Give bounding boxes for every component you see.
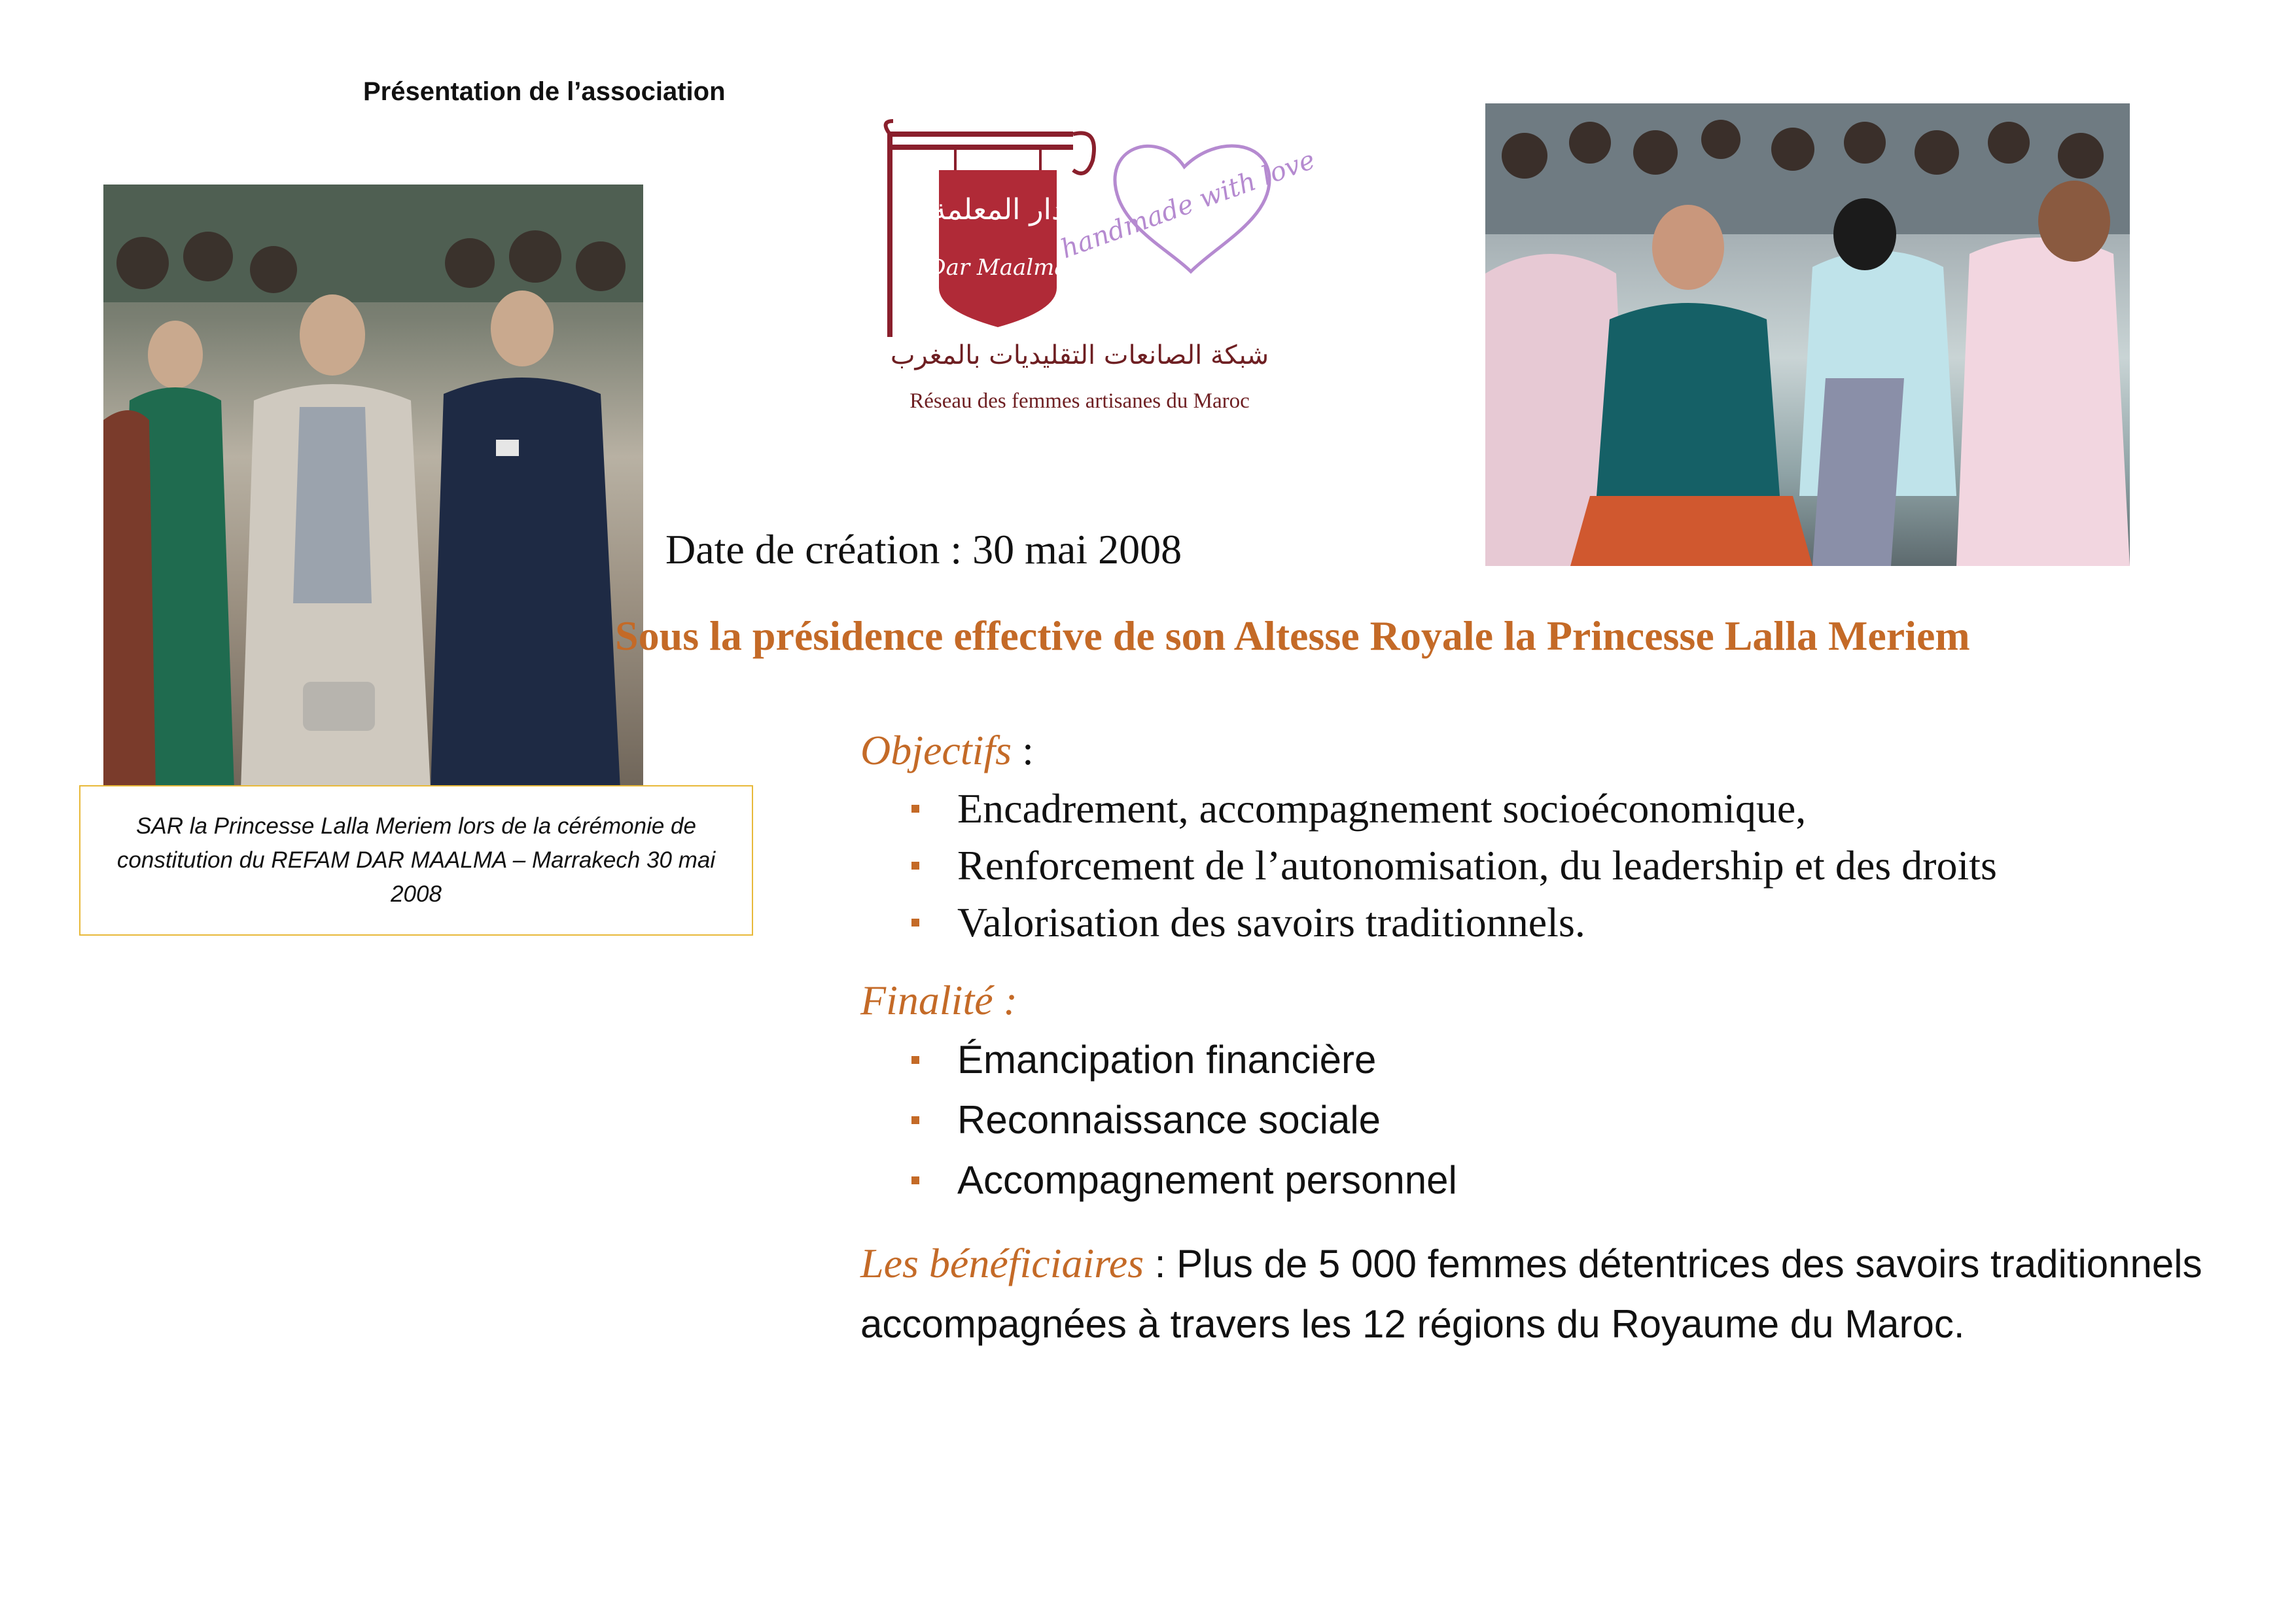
list-item: Encadrement, accompagnement socioéconomique,: [860, 780, 1997, 837]
bullet-icon: [911, 862, 919, 870]
list-item: Accompagnement personnel: [860, 1150, 1457, 1210]
bullet-icon: [911, 1056, 919, 1064]
list-item: Renforcement de l’autonomisation, du leadership et des droits: [860, 837, 1997, 894]
objectifs-list: [860, 780, 1997, 951]
bullet-icon: [911, 1116, 919, 1124]
photo-caption-box: [79, 785, 753, 936]
beneficiaires-paragraph: [860, 1233, 2248, 1354]
beneficiaires-colon: :: [1144, 1242, 1177, 1286]
dar-maalma-logo: [877, 121, 1319, 422]
finalite-list: [860, 1030, 1457, 1210]
objectifs-heading: [860, 726, 1034, 775]
bullet-icon: [911, 1176, 919, 1184]
page-heading: Présentation de l’association: [363, 77, 726, 106]
audience-photo: [1485, 103, 2130, 566]
objectifs-colon: :: [1012, 727, 1034, 773]
beneficiaires-title: Les bénéficiaires: [860, 1240, 1144, 1286]
finalite-title: Finalité :: [860, 977, 1017, 1023]
list-item: Émancipation financière: [860, 1030, 1457, 1090]
ceremony-photo: [103, 185, 643, 790]
photo-caption: SAR la Princesse Lalla Meriem lors de la cérémonie de constitution du REFAM DAR MAALMA – Marrakech 30 mai 2008: [116, 813, 716, 907]
presidence-line: Sous la présidence effective de son Altesse Royale la Princesse Lalla Meriem: [615, 612, 1970, 659]
logo-badge-arabic: دار المعلمة: [931, 193, 1065, 226]
bullet-icon: [911, 919, 919, 927]
creation-date: Date de création : 30 mai 2008: [665, 526, 1182, 573]
list-item: Valorisation des savoirs traditionnels.: [860, 894, 1997, 951]
logo-arabic-name: شبكة الصانعات التقليديات بالمغرب: [890, 340, 1269, 370]
list-item: Reconnaissance sociale: [860, 1090, 1457, 1150]
objectifs-title: Objectifs: [860, 727, 1012, 773]
logo-french-name: Réseau des femmes artisanes du Maroc: [910, 389, 1250, 413]
logo-tagline: handmade with love: [1057, 145, 1319, 265]
logo-badge-latin: Dar Maalma: [928, 255, 1068, 281]
beneficiaires-text: Plus de 5 000 femmes détentrices des savoirs traditionnels accompagnées à travers les 12 régions du Royaume du Maroc.: [860, 1242, 2202, 1346]
bullet-icon: [911, 805, 919, 813]
